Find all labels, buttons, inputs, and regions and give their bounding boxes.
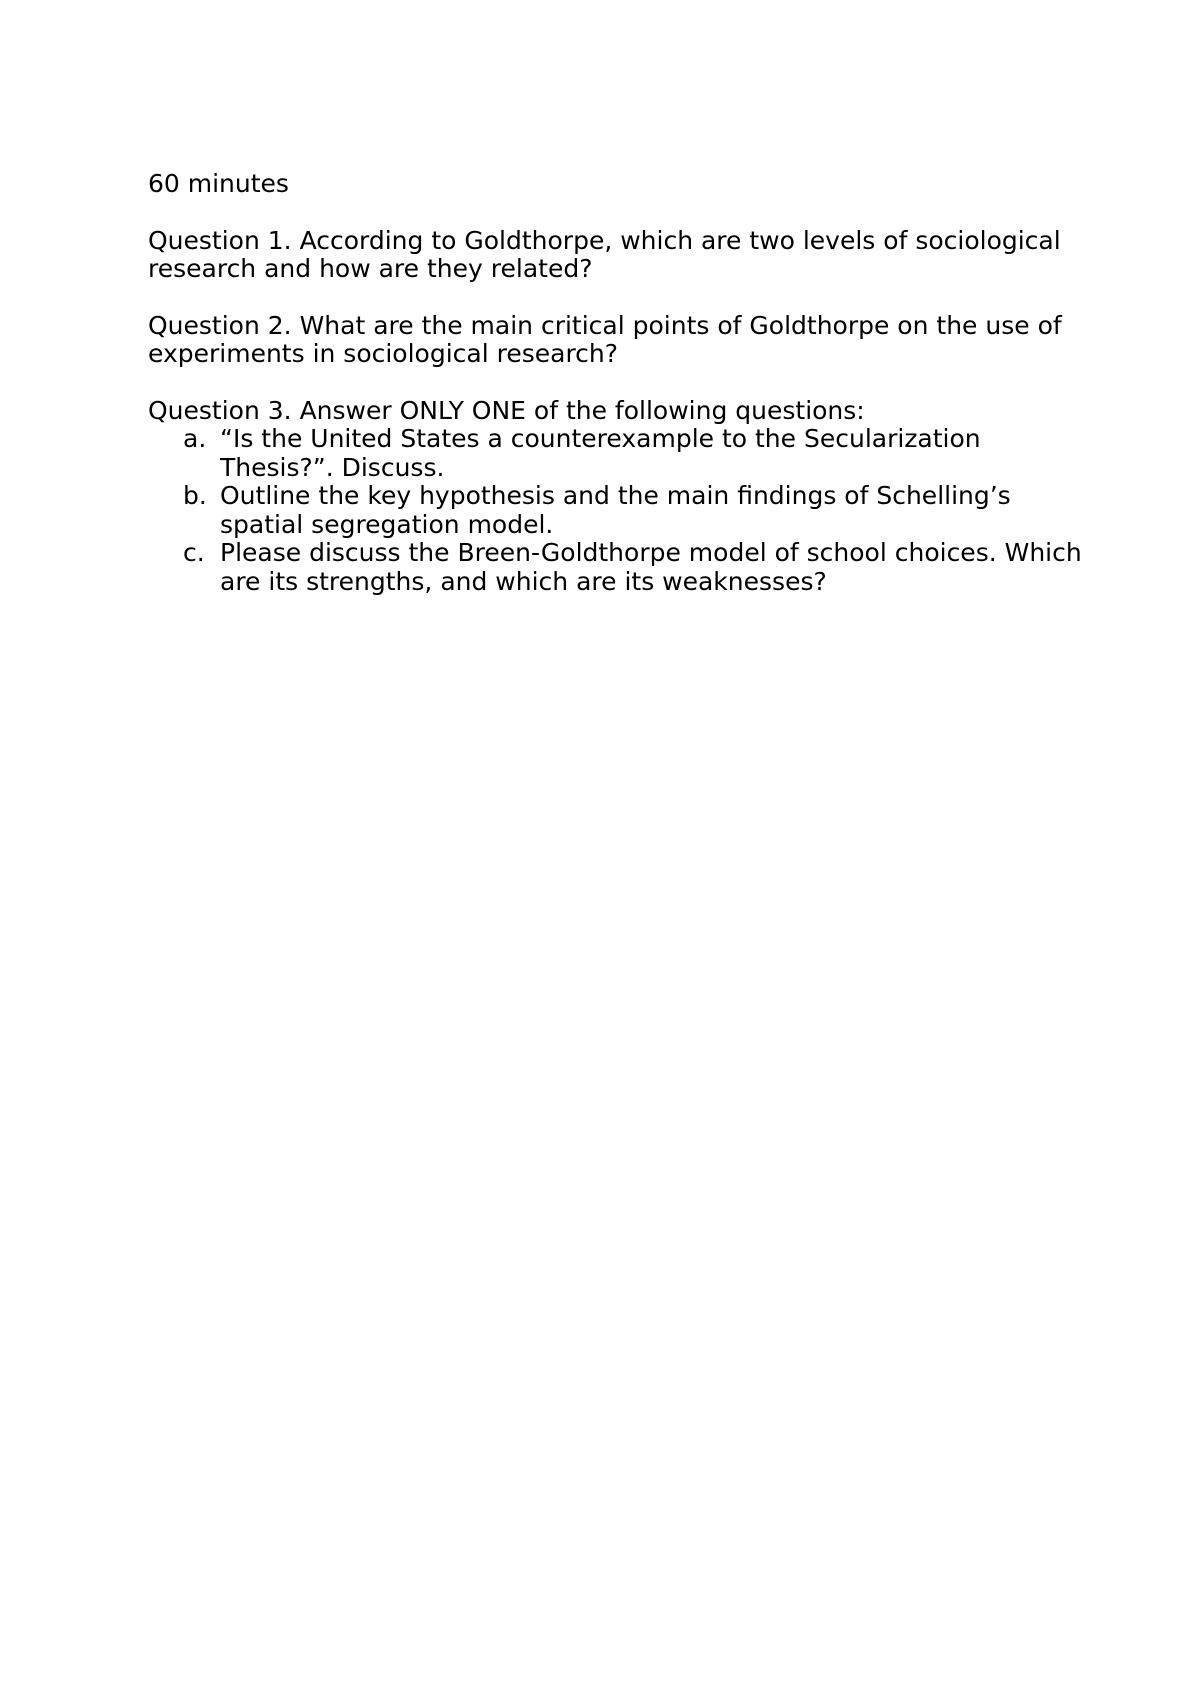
question-3-prompt: Question 3. Answer ONLY ONE of the following questions: <box>148 395 865 425</box>
option-a-marker: a. <box>183 424 207 453</box>
option-b <box>148 482 1088 539</box>
exam-duration: 60 minutes <box>148 169 289 198</box>
option-c <box>148 539 1088 596</box>
option-a <box>148 425 1088 482</box>
question-3-options <box>148 425 1088 596</box>
question-2: Question 2. What are the main critical points of Goldthorpe on the use of experiments in sociological research? <box>148 310 1062 368</box>
exam-page <box>148 170 1088 596</box>
option-a-text: “Is the United States a counterexample to the Secularization Thesis?”. Discuss. <box>220 424 981 482</box>
question-1: Question 1. According to Goldthorpe, which are two levels of sociological research and how are they related? <box>148 225 1061 283</box>
option-c-marker: c. <box>183 538 205 567</box>
option-b-text: Outline the key hypothesis and the main findings of Schelling’s spatial segregation model. <box>220 481 1011 539</box>
question-3 <box>148 397 1088 597</box>
option-b-marker: b. <box>183 481 207 510</box>
option-c-text: Please discuss the Breen-Goldthorpe model of school choices. Which are its strengths, and which are its weaknesses? <box>220 538 1082 596</box>
